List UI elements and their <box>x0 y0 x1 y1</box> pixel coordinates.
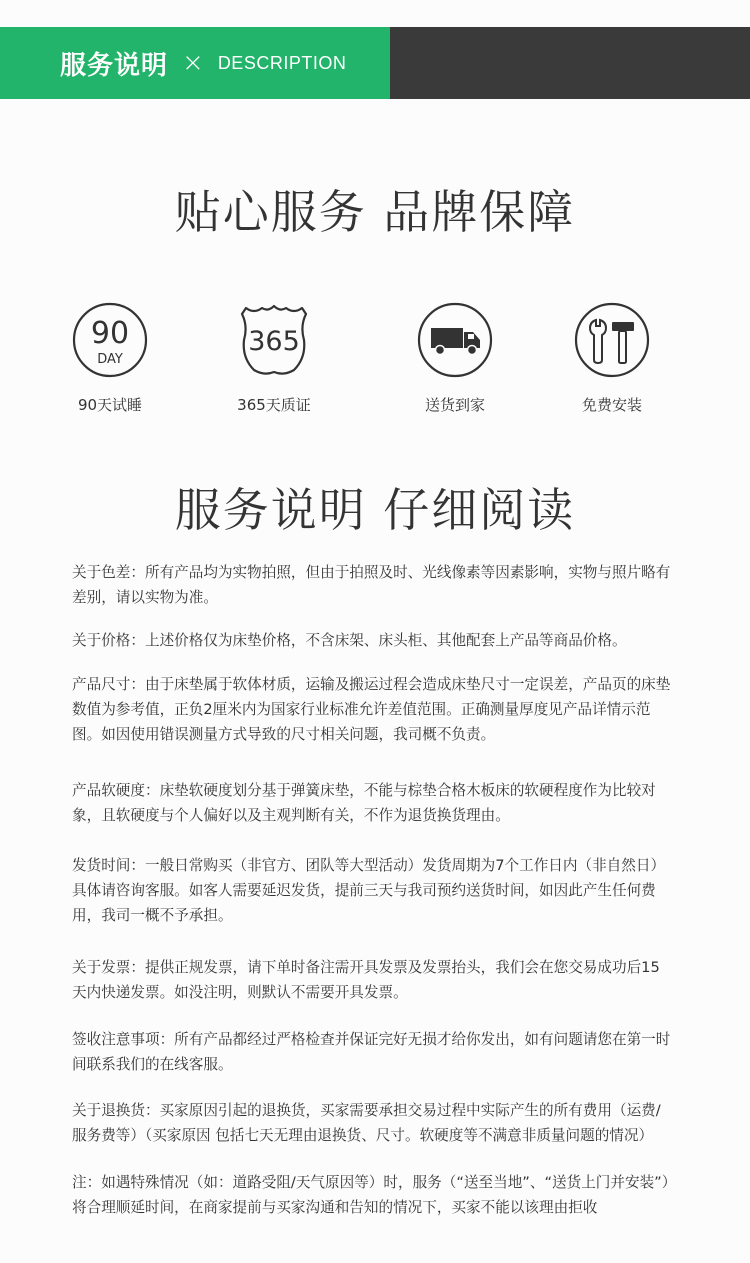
header-separator: × <box>182 48 204 78</box>
section2-title: 服务说明 仔细阅读 <box>174 483 576 537</box>
feature-installation <box>532 300 692 415</box>
note-size: 产品尺寸：由于床垫属于软体材质，运输及搬运过程会造成床垫尺寸一定误差，产品页的床垫数值为参考值，正负2厘米内为国家行业标准允许差值范围。正确测量厚度见产品详情示范图。如因使用错误测量方式导致的尺寸相关问题，我司概不负责。 <box>72 676 671 743</box>
note-firmness: 产品软硬度：床垫软硬度划分基于弹簧床垫，不能与棕垫合格木板床的软硬程度作为比较对象，且软硬度与个人偏好以及主观判断有关，不作为退货换货理由。 <box>72 782 656 824</box>
feature-90-day <box>30 300 190 415</box>
header-title-bar <box>0 27 390 99</box>
feature-label-installation: 免费安装 <box>581 396 642 414</box>
note-special-cases: 注：如遇特殊情况（如：道路受阻/天气原因等）时，服务（“送至当地”、“送货上门并安装”）将合理顺延时间，在商家提前与买家沟通和告知的情况下，买家不能以该理由拒收 <box>72 1174 670 1216</box>
tools-icon <box>572 300 652 380</box>
delivery-truck-icon <box>415 300 495 380</box>
section-header <box>0 27 750 99</box>
section1-title: 贴心服务 品牌保障 <box>174 185 576 239</box>
badge-number-90: 90 <box>90 316 130 351</box>
header-title: 服务说明 <box>60 50 169 81</box>
note-price: 关于价格：上述价格仅为床垫价格，不含床架、床头柜、其他配套上产品等商品价格。 <box>72 632 627 649</box>
header-dark-band <box>390 27 750 99</box>
note-receipt: 签收注意事项：所有产品都经过严格检查并保证完好无损才给你发出，如有问题请您在第一时间联系我们的在线客服。 <box>72 1031 671 1073</box>
feature-delivery <box>375 300 535 415</box>
feature-label-delivery: 送货到家 <box>424 396 485 414</box>
note-color-difference: 关于色差：所有产品均为实物拍照，但由于拍照及时、光线像素等因素影响，实物与照片略有差别，请以实物为准。 <box>72 564 671 606</box>
header-subtitle: DESCRIPTION <box>217 52 347 73</box>
90-day-badge-icon <box>70 300 150 380</box>
note-shipping-time: 发货时间：一般日常购买（非官方、团队等大型活动）发货周期为7个工作日内（非自然日）具体请咨询客服。如客人需要延迟发货，提前三天与我司预约送货时间，如因此产生任何费用，我司一概不予承担。 <box>72 857 666 924</box>
badge-unit-day: DAY <box>97 352 123 367</box>
note-invoice: 关于发票：提供正规发票，请下单时备注需开具发票及发票抬头，我们会在您交易成功后15天内快递发票。如没注明，则默认不需要开具发票。 <box>72 959 660 1001</box>
feature-icons-row <box>0 300 750 420</box>
feature-label-90: 90天试睡 <box>77 396 143 414</box>
badge-number-365: 365 <box>248 326 300 357</box>
note-returns: 关于退换货：买家原因引起的退换货，买家需要承担交易过程中实际产生的所有费用（运费/服务费等）（买家原因 包括七天无理由退换货、尺寸。软硬度等不满意非质量问题的情况） <box>72 1102 661 1144</box>
feature-365 <box>194 300 354 415</box>
feature-label-365: 365天质证 <box>237 396 311 414</box>
365-shield-icon <box>234 300 314 380</box>
